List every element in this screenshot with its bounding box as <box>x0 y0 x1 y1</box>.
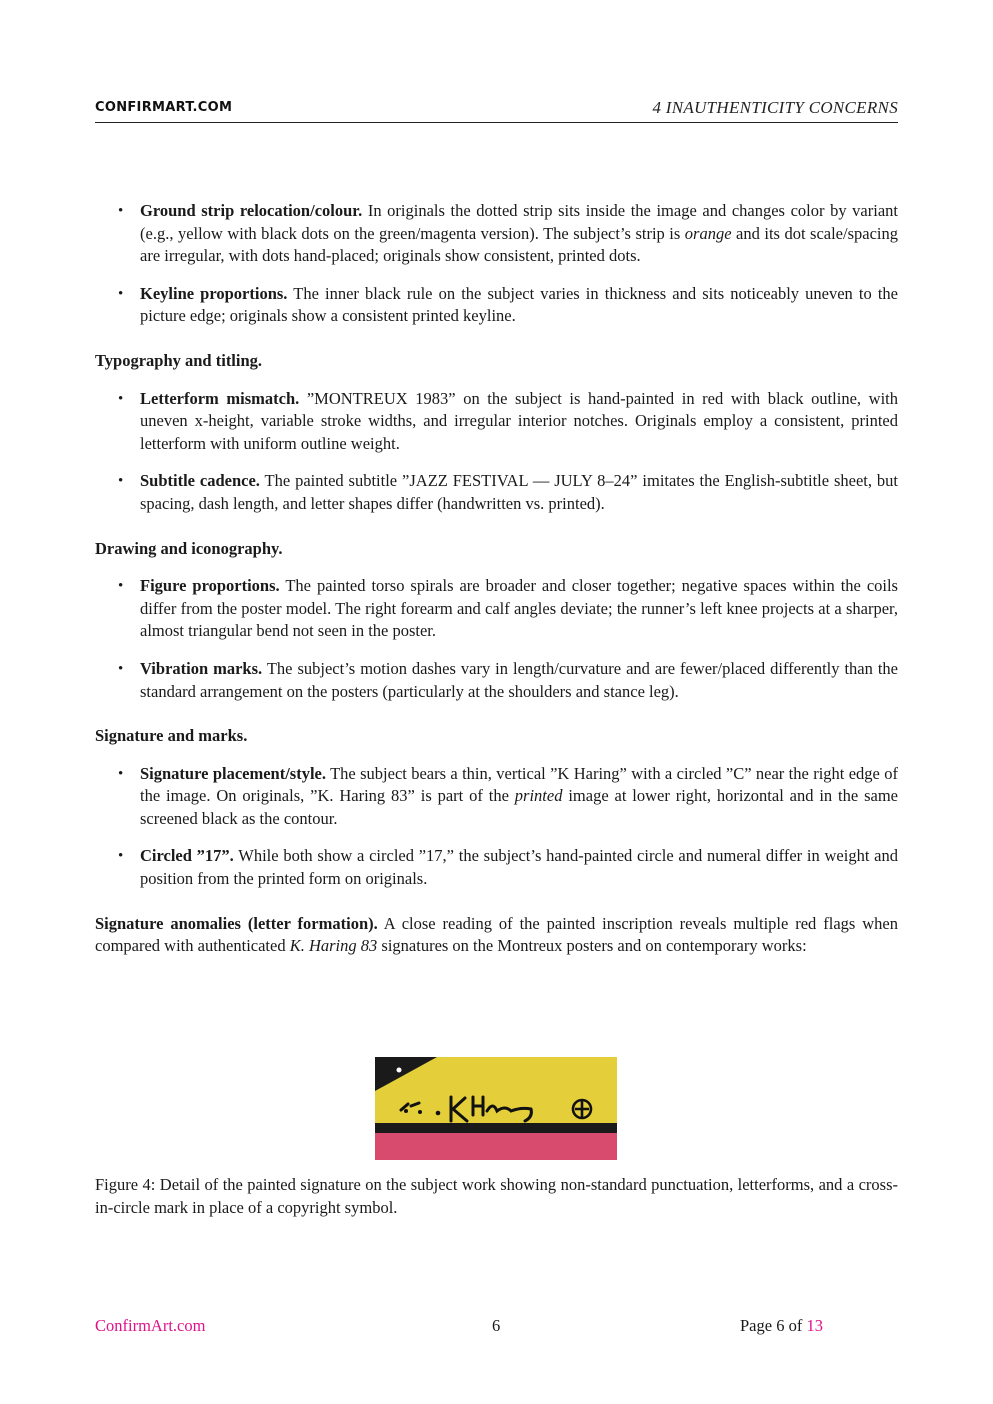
item-text: In originals the dotted strip sits inside the image and changes color by variant (e.g., yellow with black dots on the green/magenta version). The subject’s strip is <box>140 201 898 243</box>
signature-dot <box>436 1111 441 1116</box>
item-text: The painted subtitle ”JAZZ FESTIVAL — JULY 8–24” imitates the English-subtitle sheet, but spacing, dash length, and letter shapes differ (handwritten vs. printed). <box>140 471 898 513</box>
list-item <box>95 845 898 890</box>
item-title: Figure proportions. <box>140 576 280 596</box>
pink-band <box>375 1133 617 1160</box>
anomalies-paragraph <box>95 913 898 958</box>
item-title: Vibration marks. <box>140 658 263 678</box>
signature-dot <box>404 1109 408 1113</box>
item-title: Letterform mismatch. <box>140 388 300 408</box>
item-text: ”MONTREUX 1983” on the subject is hand-painted in red with black outline, with uneven x-height, variable stroke widths, and irregular interior notches. Originals employ a consistent, printed letterform with uniform outline weight. <box>140 388 898 453</box>
paragraph-text: signatures on the Montreux posters and on contemporary works: <box>377 936 807 956</box>
paragraph-title: Signature anomalies (letter formation). <box>95 913 378 933</box>
white-dot <box>397 1068 402 1073</box>
signature-dot <box>418 1110 422 1114</box>
paragraph-text: A close reading of the painted inscription reveals multiple red flags when compared with authenticated <box>95 913 898 956</box>
black-keyline <box>375 1123 617 1133</box>
bullet-list-signature <box>95 763 898 891</box>
item-text: The subject bears a thin, vertical ”K Haring” with a circled ”C” near the right edge of the image. On originals, ”K. Haring 83” is part of the <box>140 763 898 806</box>
list-item <box>95 200 898 268</box>
signature-detail-image <box>375 1057 617 1160</box>
item-title: Ground strip relocation/colour. <box>140 201 363 220</box>
footer-page-number: 6 <box>492 1316 501 1335</box>
item-text: While both show a circled ”17,” the subject’s hand-painted circle and numeral differ in weight and position from the printed form on originals. <box>140 846 898 889</box>
cross-in-circle-mark <box>573 1100 591 1119</box>
list-item <box>95 575 898 643</box>
item-text: The painted torso spirals are broader and closer together; negative spaces within the coils differ from the poster model. The right forearm and calf angles deviate; the runner’s left knee projects at a sharper, almost triangular bend not seen in the poster. <box>140 576 898 641</box>
list-item <box>95 388 898 456</box>
bullet-list-typography <box>95 388 898 516</box>
page-total-link[interactable]: 13 <box>806 1316 823 1335</box>
paragraph-emphasis: K. Haring 83 <box>289 936 378 956</box>
main-content <box>95 200 898 958</box>
list-item <box>95 470 898 515</box>
item-title: Signature placement/style. <box>140 763 327 783</box>
list-item <box>95 658 898 703</box>
site-logo: CONFIRMART.COM <box>95 100 233 115</box>
bullet-list-intro <box>95 200 898 328</box>
figure-caption: Figure 4: Detail of the painted signature on the subject work showing non-standard punctuation, letterforms, and a cross-in-circle mark in place of a copyright symbol. <box>95 1175 898 1217</box>
bullet-list-drawing <box>95 575 898 703</box>
footer-site-link[interactable]: ConfirmArt.com <box>95 1316 206 1335</box>
list-item <box>95 283 898 328</box>
item-title: Subtitle cadence. <box>140 471 260 491</box>
item-text: The inner black rule on the subject varies in thickness and sits noticeably uneven to the picture edge; originals show a consistent printed keyline. <box>140 283 898 326</box>
page-header <box>95 98 898 123</box>
list-item <box>95 763 898 831</box>
section-heading: Signature and marks. <box>95 726 248 746</box>
section-heading: Typography and titling. <box>95 350 263 370</box>
item-emphasis: orange <box>684 223 732 243</box>
item-title: Keyline proportions. <box>140 283 288 303</box>
item-text: image at lower right, horizontal and in the same screened black as the contour. <box>140 786 898 828</box>
page-count-prefix: Page 6 of <box>740 1316 807 1335</box>
section-heading: Drawing and iconography. <box>95 538 283 558</box>
item-text: The subject’s motion dashes vary in length/curvature and are fewer/placed differently than the standard arrangement on the posters (particularly at the shoulders and stance leg). <box>140 658 899 701</box>
item-title: Circled ”17”. <box>140 846 234 866</box>
running-section-title: 4 INAUTHENTICITY CONCERNS <box>652 98 898 117</box>
item-text: and its dot scale/spacing are irregular, with dots hand-placed; originals show consistent, printed dots. <box>140 223 898 266</box>
item-emphasis: printed <box>514 786 563 806</box>
footer-page-count <box>740 1316 823 1336</box>
